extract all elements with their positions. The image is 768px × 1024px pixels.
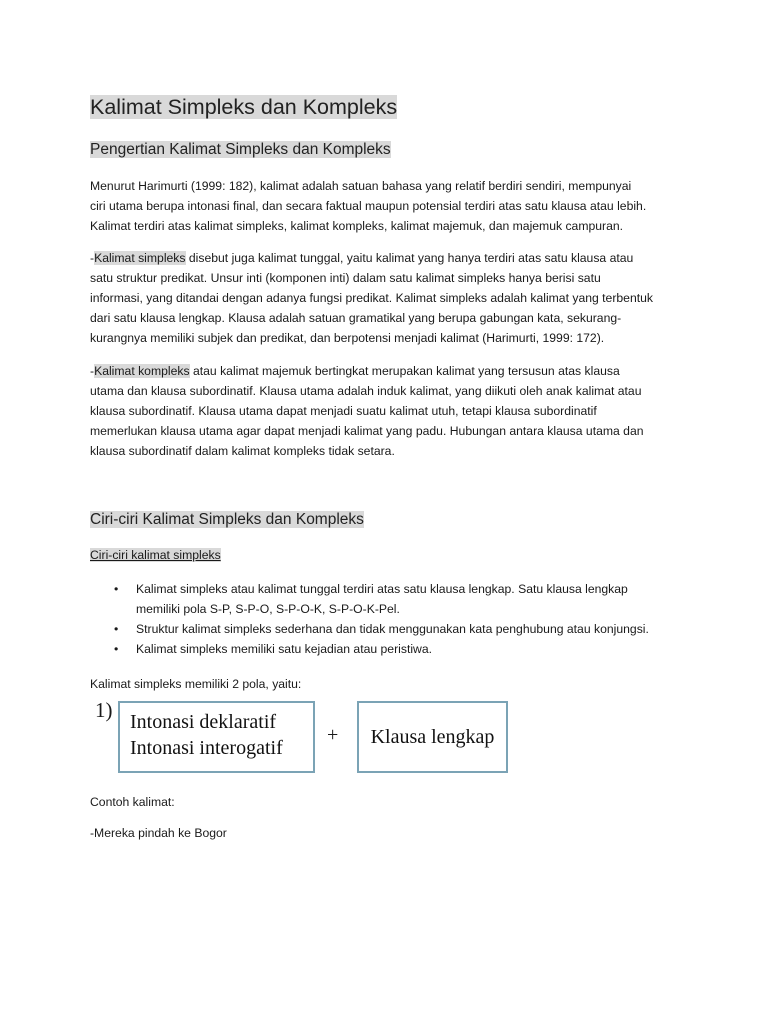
paragraph-kalimat-kompleks	[90, 361, 690, 461]
paragraph-line: memerlukan klausa utama agar dapat menjadi kalimat yang padu. Hubungan antara klausa utama dan	[90, 424, 644, 438]
intonation-box	[118, 701, 315, 773]
section-heading-ciri-ciri-text: Ciri-ciri Kalimat Simpleks dan Kompleks	[90, 511, 364, 528]
document-title	[90, 93, 397, 121]
example-label: Contoh kalimat:	[90, 795, 175, 809]
paragraph-kalimat-simpleks	[90, 248, 690, 348]
paragraph-line: dari satu klausa lengkap. Klausa adalah satuan gramatikal yang berupa gabungan kata, sekurang-	[90, 311, 622, 325]
bullet-dot-icon: •	[114, 642, 119, 656]
bullet-dot-icon: •	[114, 622, 119, 636]
paragraph-line: utama dan klausa subordinatif. Klausa utama adalah induk kalimat, yang diikuti oleh anak kalimat atau	[90, 384, 642, 398]
bullet-line: Kalimat simpleks memiliki satu kejadian atau peristiwa.	[136, 642, 432, 656]
bullet-line: Struktur kalimat simpleks sederhana dan tidak menggunakan kata penghubung atau konjungsi.	[136, 622, 649, 636]
paragraph-line: informasi, yang ditandai dengan adanya fungsi predikat. Kalimat simpleks adalah kalimat yang terbentuk	[90, 291, 653, 305]
example-sentence: -Mereka pindah ke Bogor	[90, 826, 227, 840]
clause-box	[357, 701, 508, 773]
bullet-item	[90, 639, 690, 659]
term-kalimat-kompleks: Kalimat kompleks	[94, 364, 190, 378]
section-heading-pengertian	[90, 139, 391, 161]
section-heading-pengertian-text: Pengertian Kalimat Simpleks dan Kompleks	[90, 141, 391, 158]
term-kalimat-simpleks: Kalimat simpleks	[94, 251, 186, 265]
plus-sign: +	[327, 724, 339, 746]
bullet-item	[90, 579, 690, 619]
pattern-number: 1)	[95, 698, 113, 722]
dash-prefix: -	[90, 364, 95, 378]
paragraph-line: klausa subordinatif. Klausa utama dapat menjadi suatu kalimat utuh, tetapi klausa subordinatif	[90, 404, 597, 418]
document-title-text: Kalimat Simpleks dan Kompleks	[90, 95, 398, 119]
clause-complete-label: Klausa lengkap	[370, 726, 495, 748]
paragraph-line: satu struktur predikat. Unsur inti (komponen inti) dalam satu kalimat simpleks hanya berisi satu	[90, 271, 601, 285]
bullet-item	[90, 619, 690, 639]
bullet-list	[90, 579, 690, 659]
pattern-intro: Kalimat simpleks memiliki 2 pola, yaitu:	[90, 677, 302, 691]
paragraph-definition	[90, 176, 690, 236]
section-heading-ciri-ciri	[90, 509, 364, 531]
subheading-ciri-simpleks-text: Ciri-ciri kalimat simpleks	[90, 548, 221, 562]
dash-prefix: -	[90, 251, 95, 265]
bullet-dot-icon: •	[114, 582, 119, 596]
paragraph-line-rest: atau kalimat majemuk bertingkat merupakan kalimat yang tersusun atas klausa	[189, 364, 620, 378]
paragraph-line: klausa subordinatif dalam kalimat kompleks tidak setara.	[90, 444, 395, 458]
subheading-ciri-simpleks	[90, 545, 221, 565]
paragraph-line	[90, 248, 690, 268]
paragraph-line: Kalimat terdiri atas kalimat simpleks, kalimat kompleks, kalimat majemuk, dan majemuk campuran.	[90, 219, 624, 233]
intonation-interrogative: Intonasi interogatif	[130, 737, 283, 759]
paragraph-line-rest: disebut juga kalimat tunggal, yaitu kalimat yang hanya terdiri atas satu klausa atau	[185, 251, 634, 265]
bullet-line: Kalimat simpleks atau kalimat tunggal terdiri atas satu klausa lengkap. Satu klausa lengkap	[136, 582, 628, 596]
paragraph-line: Menurut Harimurti (1999: 182), kalimat adalah satuan bahasa yang relatif berdiri sendiri, mempunyai	[90, 179, 632, 193]
paragraph-line	[90, 361, 690, 381]
intonation-declarative: Intonasi deklaratif	[130, 711, 277, 733]
paragraph-line: ciri utama berupa intonasi final, dan secara faktual maupun potensial terdiri atas satu klausa atau lebih.	[90, 199, 647, 213]
bullet-line: memiliki pola S-P, S-P-O, S-P-O-K, S-P-O-K-Pel.	[136, 602, 400, 616]
pattern-diagram	[95, 697, 515, 777]
paragraph-line: kurangnya memiliki subjek dan predikat, dan berpotensi menjadi kalimat (Harimurti, 1999: 172).	[90, 331, 605, 345]
